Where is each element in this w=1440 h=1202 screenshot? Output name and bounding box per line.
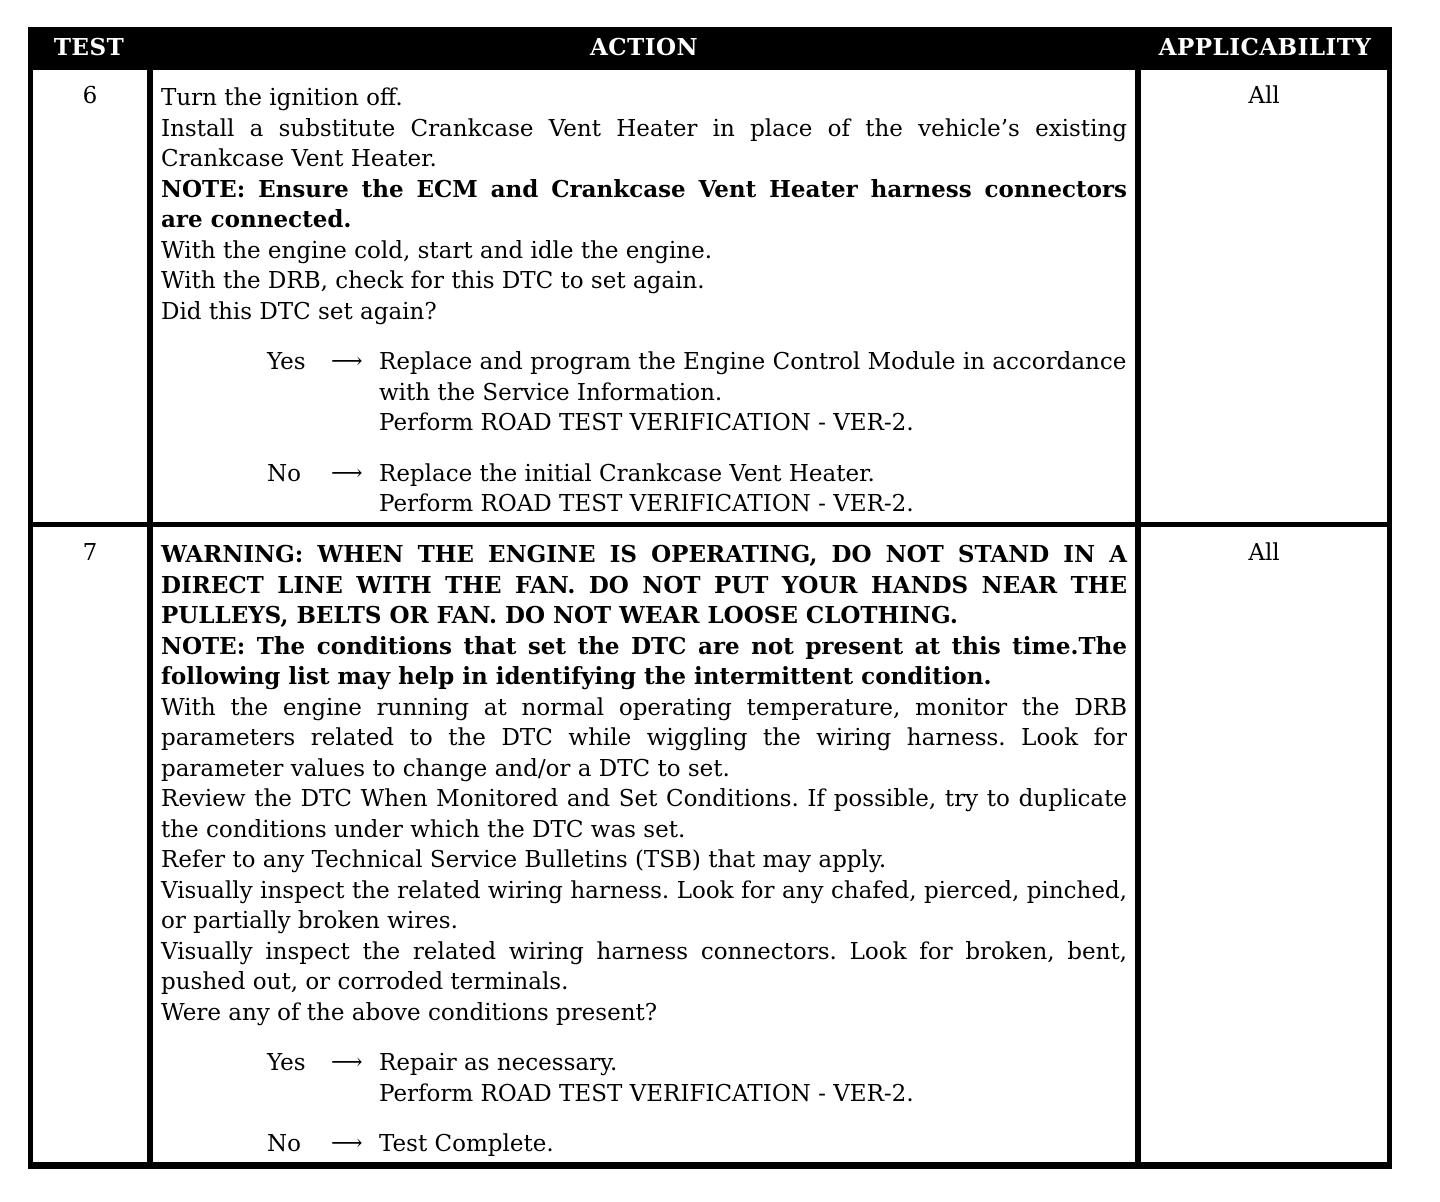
no-branch bbox=[161, 459, 1127, 520]
test-number: 7 bbox=[82, 540, 98, 566]
yes-branch bbox=[161, 1048, 1127, 1109]
no-branch bbox=[161, 1129, 1127, 1160]
yes-result-line: Perform ROAD TEST VERIFICATION - VER-2. bbox=[379, 1080, 914, 1107]
action-paragraph: With the engine running at normal operating temperature, monitor the DRB parameters related to the DTC while wiggling the wiring harness. Look for parameter values to change and/or a DTC to set. bbox=[161, 694, 1127, 782]
arrow-right-icon: ⟶ bbox=[331, 460, 363, 486]
arrow-right-icon: ⟶ bbox=[331, 1050, 363, 1075]
no-label: No bbox=[267, 1131, 301, 1157]
arrow-right-icon: ⟶ bbox=[331, 1131, 363, 1156]
header-test: TEST bbox=[53, 34, 125, 61]
action-paragraph: Review the DTC When Monitored and Set Conditions. If possible, try to duplicate the conditions under which the DTC was set. bbox=[161, 786, 1127, 843]
action-paragraph: Turn the ignition off. bbox=[161, 85, 403, 111]
warning-paragraph: WARNING: WHEN THE ENGINE IS OPERATING, DO NOT STAND IN A DIRECT LINE WITH THE FAN. DO NOT PUT YOUR HANDS NEAR THE PULLEYS, BELTS OR FAN. DO NOT WEAR LOOSE CLOTHING. bbox=[161, 541, 1127, 629]
table-header bbox=[28, 27, 1392, 67]
row-7-test-number bbox=[33, 527, 147, 1162]
action-paragraph: With the DRB, check for this DTC to set again. bbox=[161, 268, 705, 294]
row-7-action bbox=[153, 527, 1135, 1162]
action-paragraph: Visually inspect the related wiring harness connectors. Look for broken, bent, pushed out, or corroded terminals. bbox=[161, 938, 1127, 995]
arrow-right-icon: ⟶ bbox=[331, 349, 363, 374]
action-paragraph: With the engine cold, start and idle the engine. bbox=[161, 237, 713, 264]
yes-result-line: Perform ROAD TEST VERIFICATION - VER-2. bbox=[379, 410, 914, 436]
row-6-applicability bbox=[1141, 70, 1387, 522]
note-paragraph: NOTE: The conditions that set the DTC are not present at this time.The following list may help in identifying the intermittent condition. bbox=[161, 632, 1127, 690]
applicability-value: All bbox=[1248, 540, 1280, 566]
question-paragraph: Did this DTC set again? bbox=[161, 298, 437, 325]
note-paragraph: NOTE: Ensure the ECM and Crankcase Vent Heater harness connectors are connected. bbox=[161, 175, 1127, 233]
yes-branch bbox=[161, 347, 1127, 439]
yes-result-line: Replace and program the Engine Control Module in accordance with the Service Information. bbox=[379, 349, 1127, 406]
yes-result-line: Repair as necessary. bbox=[379, 1050, 618, 1076]
applicability-value: All bbox=[1248, 83, 1280, 109]
no-result-line: Test Complete. bbox=[379, 1131, 554, 1157]
diagnostic-table bbox=[28, 27, 1392, 1169]
header-applicability: APPLICABILITY bbox=[1158, 34, 1372, 61]
action-paragraph: Refer to any Technical Service Bulletins (TSB) that may apply. bbox=[161, 847, 887, 873]
no-label: No bbox=[267, 460, 301, 487]
yes-label: Yes bbox=[267, 349, 306, 375]
no-result-line: Perform ROAD TEST VERIFICATION - VER-2. bbox=[379, 491, 914, 517]
test-number: 6 bbox=[82, 83, 98, 109]
header-action: ACTION bbox=[589, 34, 699, 61]
no-result-line: Replace the initial Crankcase Vent Heater. bbox=[379, 460, 875, 487]
yes-label: Yes bbox=[267, 1050, 306, 1076]
row-6-test-number bbox=[33, 70, 147, 522]
question-paragraph: Were any of the above conditions present? bbox=[161, 999, 658, 1026]
action-paragraph: Visually inspect the related wiring harness. Look for any chafed, pierced, pinched, or partially broken wires. bbox=[161, 877, 1127, 934]
action-paragraph: Install a substitute Crankcase Vent Heater in place of the vehicle’s existing Crankcase Vent Heater. bbox=[161, 115, 1127, 172]
row-7-applicability bbox=[1141, 527, 1387, 1162]
row-6-action bbox=[153, 70, 1135, 522]
